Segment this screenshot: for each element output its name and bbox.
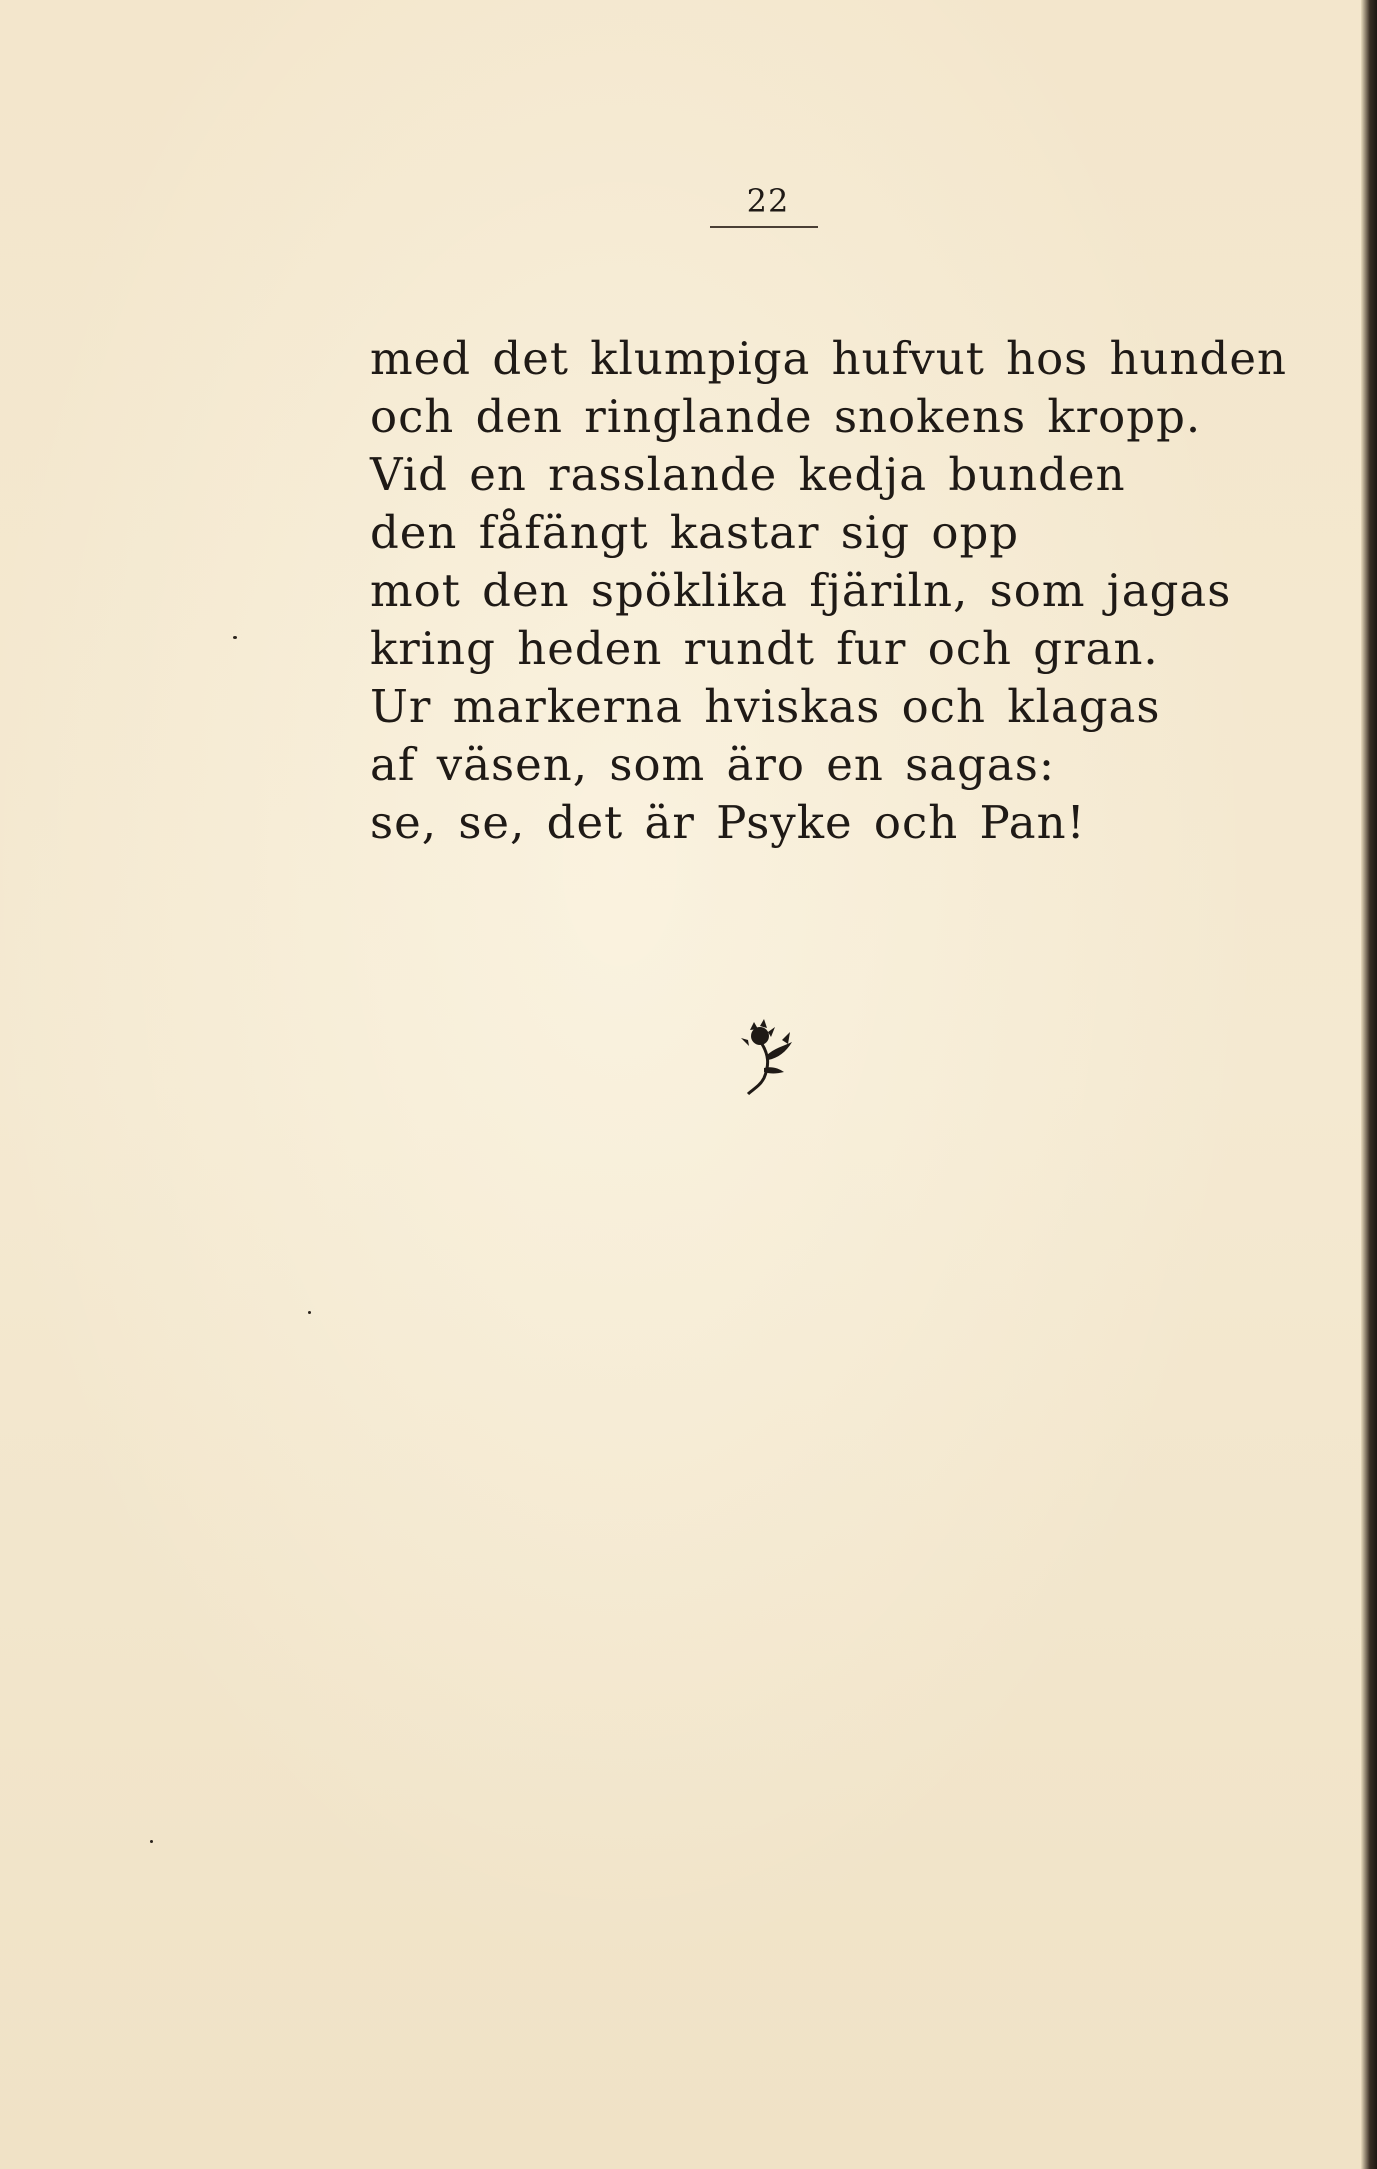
floral-sprig-icon [738,1018,798,1098]
page-number-rule [710,226,818,228]
poem-line: af väsen, som äro en sagas: [370,738,1055,791]
poem-line: kring heden rundt fur och gran. [370,622,1159,675]
poem-stanza [370,330,1287,852]
paper-speck [150,1840,153,1843]
poem-line: den fåfängt kastar sig opp [370,506,1020,559]
page-binding-edge [1361,0,1377,2169]
poem-line: Ur markerna hviskas och klagas [370,680,1161,733]
page-number: 22 [746,182,790,220]
poem-line: med det klumpiga hufvut hos hunden [370,332,1287,385]
poem-line: se, se, det är Psyke och Pan! [370,796,1086,849]
poem-line: Vid en rasslande kedja bunden [370,448,1126,501]
poem-line: mot den spöklika fjäriln, som jagas [370,564,1232,617]
paper-speck [233,636,237,639]
paper-speck [308,1311,311,1314]
poem-line: och den ringlande snokens kropp. [370,390,1202,443]
